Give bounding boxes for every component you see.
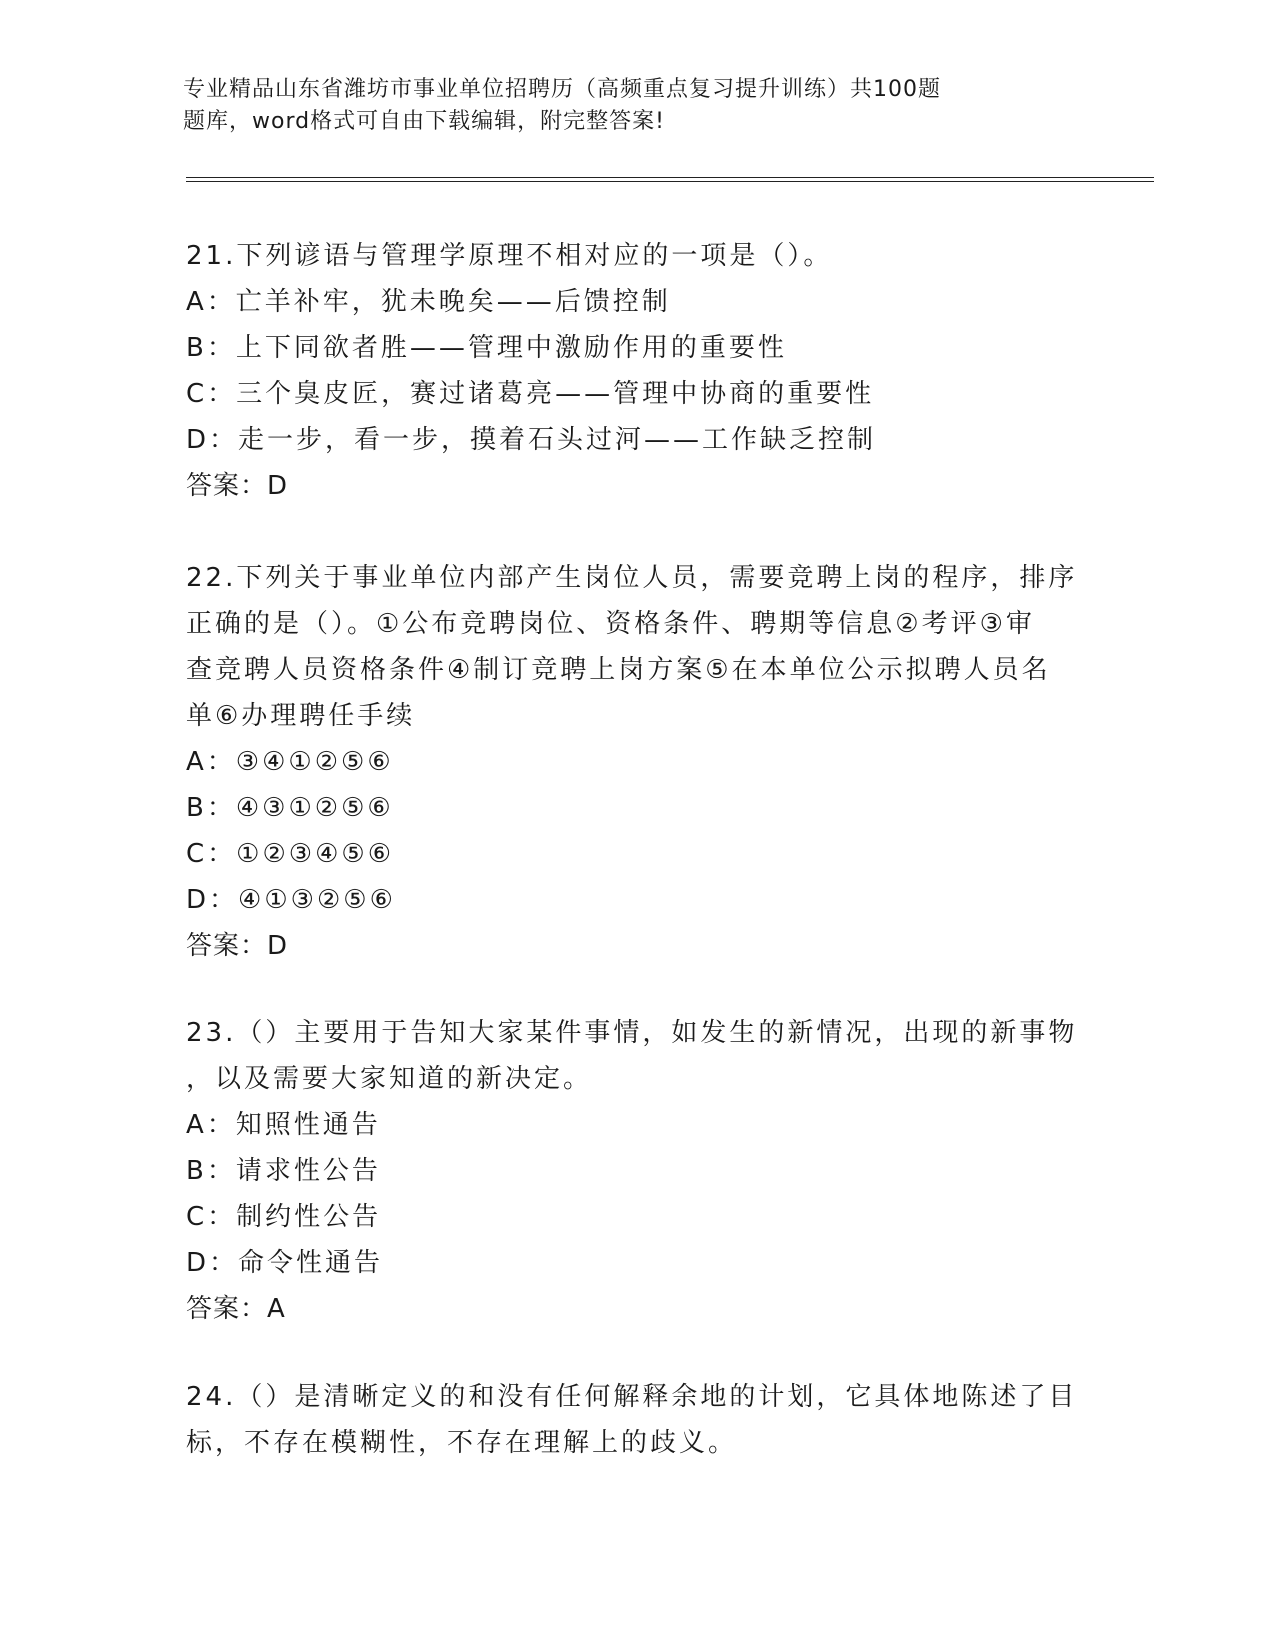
question-stem: 21.下列谚语与管理学原理不相对应的一项是（）。 [186, 241, 833, 271]
question-22 [186, 555, 1078, 969]
option-c: C：①②③④⑤⑥ [186, 839, 395, 869]
option-a: A：知照性通告 [186, 1110, 381, 1140]
answer-label: 答案：D [186, 931, 289, 961]
document-header [183, 74, 1023, 138]
header-line-1: 专业精品山东省潍坊市事业单位招聘历（高频重点复习提升训练）共100题 [183, 77, 941, 102]
option-a: A：亡羊补牢，犹未晚矣——后馈控制 [186, 287, 671, 317]
option-d: D：④①③②⑤⑥ [186, 885, 396, 915]
option-b: B：④③①②⑤⑥ [186, 793, 394, 823]
question-stem-line-1: 24.（）是清晰定义的和没有任何解释余地的计划，它具体地陈述了目 [186, 1382, 1078, 1412]
answer-label: 答案：D [186, 471, 289, 501]
option-b: B：请求性公告 [186, 1156, 381, 1186]
option-c: C：制约性公告 [186, 1202, 382, 1232]
question-stem-line-2: 正确的是（）。①公布竞聘岗位、资格条件、聘期等信息②考评③审 [186, 609, 1035, 639]
question-24 [186, 1374, 1078, 1466]
question-stem-line-2: ，以及需要大家知道的新决定。 [186, 1064, 593, 1094]
question-stem-line-3: 查竞聘人员资格条件④制订竞聘上岗方案⑤在本单位公示拟聘人员名 [186, 655, 1051, 685]
header-divider [186, 177, 1154, 182]
header-line-2: 题库，word格式可自由下载编辑，附完整答案! [183, 109, 665, 134]
option-a: A：③④①②⑤⑥ [186, 747, 394, 777]
question-stem-line-1: 22.下列关于事业单位内部产生岗位人员，需要竞聘上岗的程序，排序 [186, 563, 1078, 593]
question-23 [186, 1010, 1078, 1332]
question-stem-line-2: 标，不存在模糊性，不存在理解上的歧义。 [186, 1428, 738, 1458]
option-d: D：命令性通告 [186, 1248, 384, 1278]
answer-label: 答案：A [186, 1294, 286, 1324]
question-stem-line-1: 23.（）主要用于告知大家某件事情，如发生的新情况，出现的新事物 [186, 1018, 1078, 1048]
question-stem-line-4: 单⑥办理聘任手续 [186, 701, 416, 731]
option-d: D：走一步，看一步，摸着石头过河——工作缺乏控制 [186, 425, 877, 455]
question-21 [186, 233, 1066, 509]
option-c: C：三个臭皮匠，赛过诸葛亮——管理中协商的重要性 [186, 379, 875, 409]
option-b: B：上下同欲者胜——管理中激励作用的重要性 [186, 333, 787, 363]
